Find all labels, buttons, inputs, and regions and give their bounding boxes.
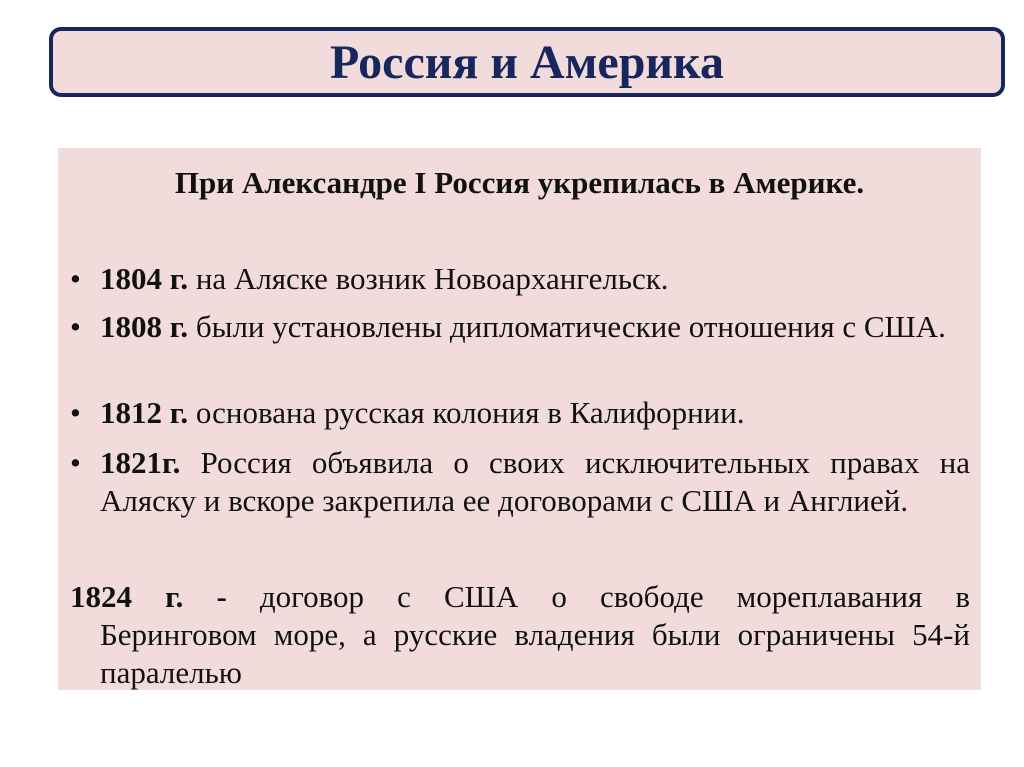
list-item xyxy=(70,394,970,432)
title-box xyxy=(49,27,1005,97)
bullet-icon: • xyxy=(70,261,81,296)
item-year: 1808 г. xyxy=(100,309,189,344)
bullet-icon: • xyxy=(70,445,81,480)
list-item xyxy=(70,308,970,346)
item-year: 1812 г. xyxy=(100,395,189,430)
item-year: 1804 г. xyxy=(100,261,189,296)
final-line1: договор с США о свободе мореплавания в xyxy=(226,579,971,614)
item-text: на Аляске возник Новоархангельск. xyxy=(188,261,669,296)
slide-title: Россия и Америка xyxy=(330,36,724,89)
final-year: 1824 г. - xyxy=(70,579,227,614)
final-rest: Беринговом море, а русские владения были ограничены 54-й паралелью xyxy=(100,617,970,690)
intro-heading: При Александре I Россия укрепилась в Америке. xyxy=(174,165,865,200)
item-year: 1821г. xyxy=(100,445,181,480)
content-box xyxy=(58,148,981,690)
bullet-icon: • xyxy=(70,395,81,430)
list-item xyxy=(70,444,970,520)
item-text: были установлены дипломатические отношения с США. xyxy=(188,309,946,344)
final-paragraph xyxy=(70,578,970,692)
list-item xyxy=(70,260,970,298)
item-text: Россия объявила о своих исключительных правах на Аляску и вскоре закрепила ее договорами с США и Англией. xyxy=(100,445,970,518)
item-text: основана русская колония в Калифорнии. xyxy=(188,395,745,430)
bullet-icon: • xyxy=(70,309,81,344)
